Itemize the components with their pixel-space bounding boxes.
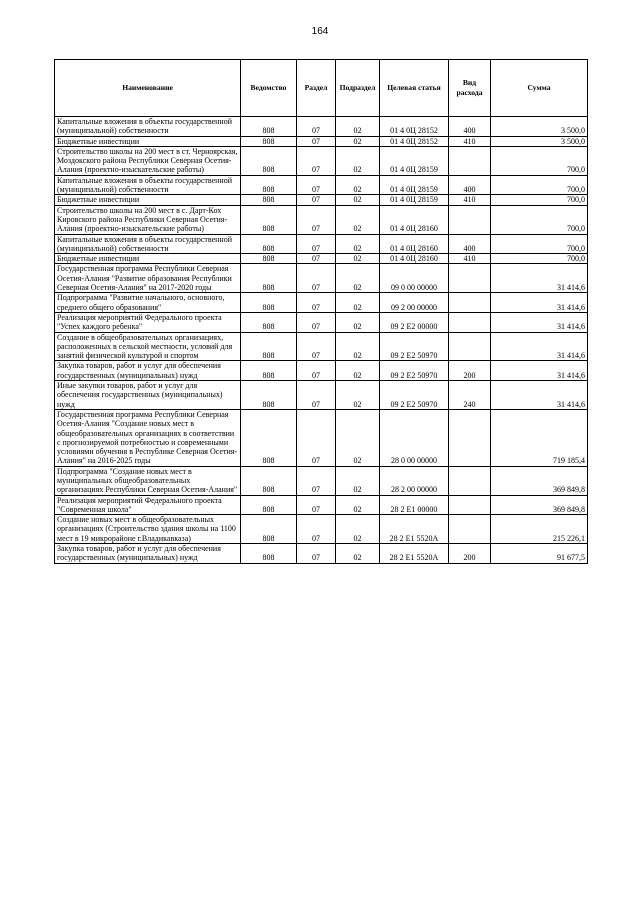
cell-name: Подпрограмма "Развитие начального, основного, среднего общего образования": [55, 293, 241, 313]
cell-department: 808: [241, 361, 297, 381]
cell-subsection: 02: [336, 234, 380, 254]
column-header-department: Ведомство: [241, 60, 297, 117]
cell-subsection: 02: [336, 205, 380, 234]
cell-department: 808: [241, 409, 297, 466]
cell-sum: 31 414,6: [491, 332, 588, 361]
column-header-sum: Сумма: [491, 60, 588, 117]
cell-section: 07: [297, 264, 336, 293]
cell-name: Закупка товаров, работ и услуг для обеспечения государственных (муниципальных) нужд: [55, 361, 241, 381]
cell-sum: 369 849,8: [491, 495, 588, 515]
cell-expense-type: 240: [449, 381, 491, 410]
cell-target-article: 01 4 0Ц 28160: [380, 205, 449, 234]
cell-expense-type: [449, 466, 491, 495]
cell-target-article: 28 2 00 00000: [380, 466, 449, 495]
page-number: 164: [311, 26, 329, 37]
cell-target-article: 28 2 E1 5520A: [380, 544, 449, 564]
table-row: [55, 332, 588, 361]
cell-subsection: 02: [336, 146, 380, 175]
column-header-expense-type: Вид расхода: [449, 60, 491, 117]
cell-subsection: 02: [336, 332, 380, 361]
cell-department: 808: [241, 312, 297, 332]
cell-subsection: 02: [336, 195, 380, 205]
cell-section: 07: [297, 146, 336, 175]
cell-expense-type: [449, 312, 491, 332]
cell-target-article: 09 2 E2 00000: [380, 312, 449, 332]
cell-target-article: 09 0 00 00000: [380, 264, 449, 293]
cell-sum: 3 500,0: [491, 136, 588, 146]
column-header-subsection: Подраздел: [336, 60, 380, 117]
cell-subsection: 02: [336, 515, 380, 544]
table-row: [55, 361, 588, 381]
cell-sum: 215 226,1: [491, 515, 588, 544]
cell-department: 808: [241, 205, 297, 234]
cell-subsection: 02: [336, 175, 380, 195]
cell-department: 808: [241, 264, 297, 293]
cell-section: 07: [297, 381, 336, 410]
cell-target-article: 28 2 E1 5520A: [380, 515, 449, 544]
table-row: [55, 312, 588, 332]
cell-section: 07: [297, 466, 336, 495]
table-row: [55, 466, 588, 495]
cell-department: 808: [241, 466, 297, 495]
table-row: [55, 205, 588, 234]
cell-expense-type: [449, 332, 491, 361]
cell-name: Закупка товаров, работ и услуг для обеспечения государственных (муниципальных) нужд: [55, 544, 241, 564]
cell-department: 808: [241, 515, 297, 544]
cell-sum: 700,0: [491, 146, 588, 175]
cell-name: Капитальные вложения в объекты государственной (муниципальной) собственности: [55, 234, 241, 254]
cell-department: 808: [241, 175, 297, 195]
cell-name: Реализация мероприятий Федерального проекта "Современная школа": [55, 495, 241, 515]
cell-department: 808: [241, 332, 297, 361]
cell-sum: 91 677,5: [491, 544, 588, 564]
table-row: [55, 515, 588, 544]
cell-target-article: 09 2 00 00000: [380, 293, 449, 313]
column-header-section: Раздел: [297, 60, 336, 117]
cell-section: 07: [297, 175, 336, 195]
cell-subsection: 02: [336, 409, 380, 466]
cell-target-article: 01 4 0Ц 28159: [380, 195, 449, 205]
cell-sum: 31 414,6: [491, 361, 588, 381]
table-row: [55, 409, 588, 466]
cell-name: Реализация мероприятий Федерального проекта "Успех каждого ребенка": [55, 312, 241, 332]
cell-expense-type: 410: [449, 254, 491, 264]
table-header-row: [55, 60, 588, 117]
cell-sum: 700,0: [491, 175, 588, 195]
cell-department: 808: [241, 495, 297, 515]
cell-target-article: 28 0 00 00000: [380, 409, 449, 466]
cell-section: 07: [297, 195, 336, 205]
cell-sum: 700,0: [491, 254, 588, 264]
cell-section: 07: [297, 332, 336, 361]
table-row: [55, 293, 588, 313]
cell-target-article: 09 2 E2 50970: [380, 361, 449, 381]
cell-target-article: 01 4 0Ц 28152: [380, 117, 449, 137]
cell-section: 07: [297, 515, 336, 544]
cell-sum: 700,0: [491, 195, 588, 205]
cell-subsection: 02: [336, 293, 380, 313]
cell-section: 07: [297, 205, 336, 234]
cell-section: 07: [297, 361, 336, 381]
column-header-name: Наименование: [55, 60, 241, 117]
cell-expense-type: [449, 293, 491, 313]
table-row: [55, 195, 588, 205]
cell-expense-type: 200: [449, 361, 491, 381]
cell-name: Капитальные вложения в объекты государственной (муниципальной) собственности: [55, 117, 241, 137]
cell-target-article: 01 4 0Ц 28159: [380, 146, 449, 175]
cell-name: Государственная программа Республики Северная Осетия-Алания "Создание новых мест в общеобразовательных организациях в соответствии с прогнозируемой потребностью и современными условиями обучения в Республике Северная Осетия-Алания" на 2016-2025 годы: [55, 409, 241, 466]
table-row: [55, 254, 588, 264]
cell-section: 07: [297, 312, 336, 332]
cell-name: Создание новых мест в общеобразовательных организациях (Строительство здания школы на 1100 мест в 19 микрорайоне г.Владикавказа): [55, 515, 241, 544]
cell-name: Капитальные вложения в объекты государственной (муниципальной) собственности: [55, 175, 241, 195]
cell-subsection: 02: [336, 264, 380, 293]
cell-department: 808: [241, 544, 297, 564]
cell-expense-type: [449, 495, 491, 515]
cell-section: 07: [297, 544, 336, 564]
cell-section: 07: [297, 409, 336, 466]
cell-sum: 3 500,0: [491, 117, 588, 137]
cell-department: 808: [241, 254, 297, 264]
table-row: [55, 264, 588, 293]
cell-subsection: 02: [336, 117, 380, 137]
cell-expense-type: [449, 205, 491, 234]
cell-name: Строительство школы на 200 мест в ст. Черноярская, Моздокского района Республики Северная Осетия-Алания (проектно-изыскательские работы): [55, 146, 241, 175]
cell-department: 808: [241, 136, 297, 146]
cell-name: Бюджетные инвестиции: [55, 136, 241, 146]
cell-expense-type: 400: [449, 117, 491, 137]
table-row: [55, 146, 588, 175]
cell-section: 07: [297, 293, 336, 313]
cell-expense-type: [449, 515, 491, 544]
cell-expense-type: 400: [449, 175, 491, 195]
cell-sum: 31 414,6: [491, 312, 588, 332]
cell-subsection: 02: [336, 312, 380, 332]
cell-expense-type: [449, 409, 491, 466]
cell-name: Бюджетные инвестиции: [55, 254, 241, 264]
cell-name: Иные закупки товаров, работ и услуг для обеспечения государственных (муниципальных) нужд: [55, 381, 241, 410]
table-row: [55, 381, 588, 410]
cell-expense-type: [449, 264, 491, 293]
table-row: [55, 234, 588, 254]
cell-subsection: 02: [336, 495, 380, 515]
cell-section: 07: [297, 495, 336, 515]
cell-subsection: 02: [336, 466, 380, 495]
cell-sum: 719 185,4: [491, 409, 588, 466]
budget-table: [54, 59, 588, 564]
cell-expense-type: 410: [449, 136, 491, 146]
cell-sum: 700,0: [491, 205, 588, 234]
table-row: [55, 136, 588, 146]
cell-section: 07: [297, 254, 336, 264]
cell-department: 808: [241, 293, 297, 313]
cell-subsection: 02: [336, 381, 380, 410]
cell-target-article: 01 4 0Ц 28160: [380, 254, 449, 264]
table-row: [55, 175, 588, 195]
cell-target-article: 01 4 0Ц 28159: [380, 175, 449, 195]
cell-sum: 31 414,6: [491, 381, 588, 410]
cell-target-article: 28 2 E1 00000: [380, 495, 449, 515]
cell-subsection: 02: [336, 136, 380, 146]
table-row: [55, 117, 588, 137]
table-row: [55, 544, 588, 564]
cell-subsection: 02: [336, 254, 380, 264]
cell-subsection: 02: [336, 544, 380, 564]
cell-name: Подпрограмма "Создание новых мест в муниципальных общеобразовательных организациях Республики Северная Осетия-Алания": [55, 466, 241, 495]
cell-department: 808: [241, 381, 297, 410]
cell-expense-type: 400: [449, 234, 491, 254]
cell-target-article: 09 2 E2 50970: [380, 381, 449, 410]
table-body: [55, 117, 588, 564]
column-header-target-article: Целевая статья: [380, 60, 449, 117]
table-row: [55, 495, 588, 515]
cell-name: Строительство школы на 200 мест в с. Дарт-Кох Кировского района Республики Северная Осетия-Алания (проектно-изыскательские работы): [55, 205, 241, 234]
cell-subsection: 02: [336, 361, 380, 381]
cell-name: Бюджетные инвестиции: [55, 195, 241, 205]
cell-target-article: 01 4 0Ц 28160: [380, 234, 449, 254]
cell-expense-type: 200: [449, 544, 491, 564]
cell-name: Создание в общеобразовательных организациях, расположенных в сельской местности, условий для занятий физической культурой и спортом: [55, 332, 241, 361]
cell-department: 808: [241, 195, 297, 205]
cell-section: 07: [297, 136, 336, 146]
cell-section: 07: [297, 117, 336, 137]
cell-sum: 700,0: [491, 234, 588, 254]
cell-department: 808: [241, 146, 297, 175]
cell-sum: 31 414,6: [491, 264, 588, 293]
cell-expense-type: [449, 146, 491, 175]
cell-section: 07: [297, 234, 336, 254]
cell-department: 808: [241, 234, 297, 254]
cell-target-article: 09 2 E2 50970: [380, 332, 449, 361]
cell-name: Государственная программа Республики Северная Осетия-Алания "Развитие образования Республики Северная Осетия-Алания" на 2017-2020 годы: [55, 264, 241, 293]
cell-sum: 369 849,8: [491, 466, 588, 495]
cell-target-article: 01 4 0Ц 28152: [380, 136, 449, 146]
cell-sum: 31 414,6: [491, 293, 588, 313]
cell-department: 808: [241, 117, 297, 137]
cell-expense-type: 410: [449, 195, 491, 205]
